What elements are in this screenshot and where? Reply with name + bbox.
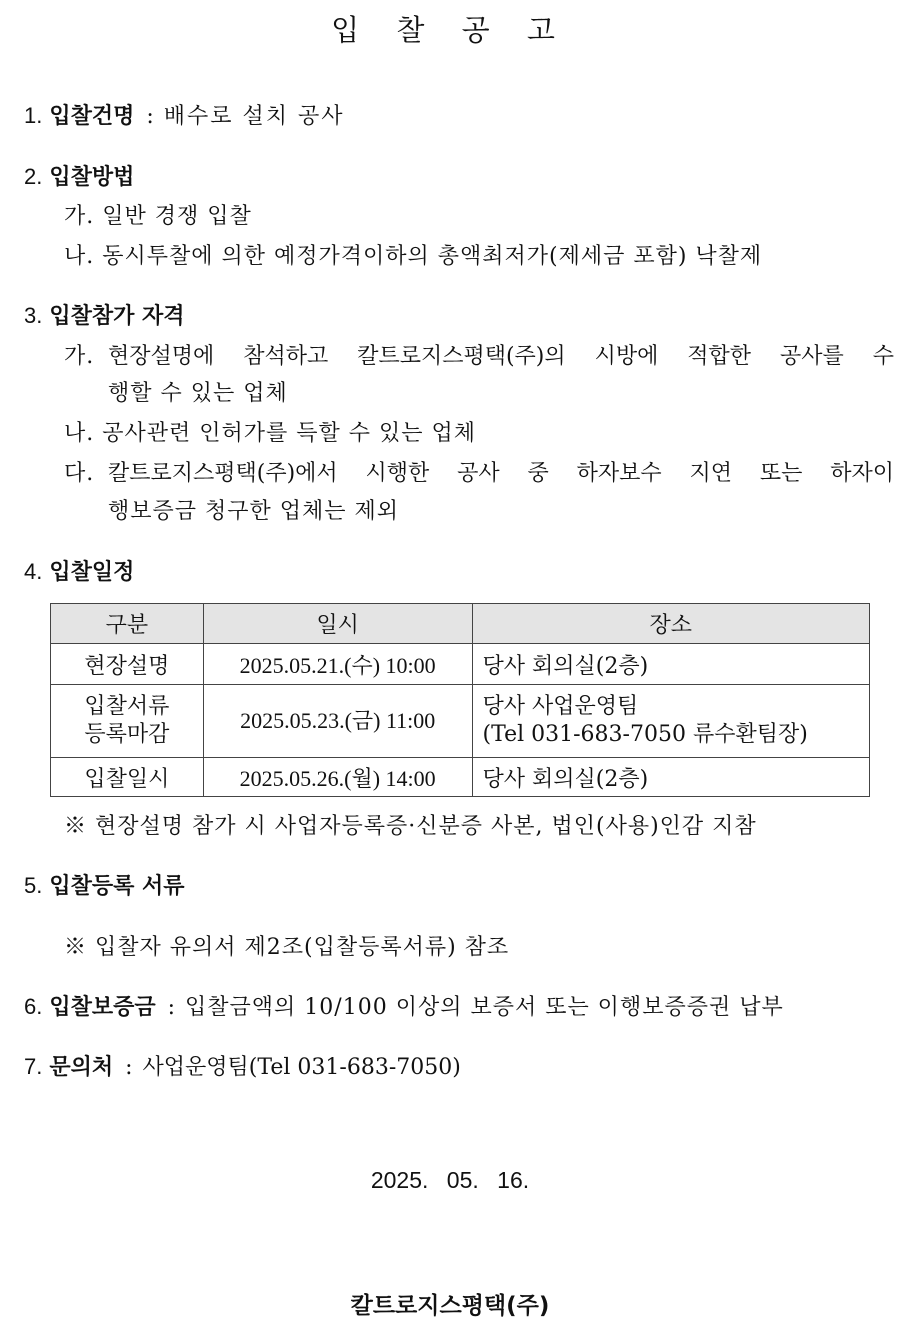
item-text-line1: 칼트로지스평택(주)에서 시행한 공사 중 하자보수 지연 또는 하자이 xyxy=(108,461,894,486)
list-item xyxy=(64,339,94,370)
page-title: 입 찰 공 고 xyxy=(331,13,569,47)
item-marker: 나. xyxy=(64,421,95,446)
cell-category-line2: 등록마감 xyxy=(84,722,170,747)
section-heading: 입찰방법 xyxy=(49,165,135,190)
section-4 xyxy=(24,555,134,586)
section-number: 2. xyxy=(24,164,43,189)
column-header: 장소 xyxy=(472,604,869,644)
section-7 xyxy=(24,1050,461,1081)
section-heading: 입찰일정 xyxy=(49,560,135,585)
item-marker: 나. xyxy=(64,244,95,269)
cell-datetime: 2025.05.23.(금) 11:00 xyxy=(203,685,472,758)
section-number: 6. xyxy=(24,994,43,1019)
colon: : xyxy=(125,1055,133,1080)
item-text: 동시투찰에 의한 예정가격이하의 총액최저가(제세금 포함) 낙찰제 xyxy=(102,244,763,269)
column-header: 구분 xyxy=(51,604,204,644)
section-value: 배수로 설치 공사 xyxy=(163,104,345,129)
cell-category: 입찰일시 xyxy=(51,758,204,797)
section-heading: 입찰보증금 xyxy=(49,995,156,1020)
section-number: 4. xyxy=(24,559,43,584)
section-heading: 입찰건명 xyxy=(49,104,135,129)
section-heading: 입찰참가 자격 xyxy=(49,304,185,329)
item-marker: 가. xyxy=(64,204,95,229)
section-heading: 문의처 xyxy=(49,1055,114,1080)
list-item xyxy=(64,199,252,230)
section-number: 7. xyxy=(24,1054,43,1079)
section-3 xyxy=(24,299,185,330)
table-header-row xyxy=(51,604,870,644)
cell-place: 당사 회의실(2층) xyxy=(472,644,869,685)
section-value: 입찰금액의 10/100 이상의 보증서 또는 이행보증증권 납부 xyxy=(185,995,784,1020)
item-text: 일반 경쟁 입찰 xyxy=(102,204,252,229)
cell-datetime: 2025.05.21.(수) 10:00 xyxy=(203,644,472,685)
colon: : xyxy=(167,995,176,1020)
cell-place-line1: 당사 사업운영팀 xyxy=(482,694,639,719)
section-number: 3. xyxy=(24,303,43,328)
list-item xyxy=(64,456,94,487)
company-name: 칼트로지스평택(주) xyxy=(350,1293,550,1319)
section-value: 사업운영팀(Tel 031-683-7050) xyxy=(142,1055,461,1080)
section-1 xyxy=(24,99,345,130)
item-text-line2: 행보증금 청구한 업체는 제외 xyxy=(108,499,400,524)
notice-date: 2025. 05. 16. xyxy=(370,1167,530,1193)
cell-category-line1: 입찰서류 xyxy=(84,694,170,719)
documents-note: ※ 입찰자 유의서 제2조(입찰등록서류) 참조 xyxy=(64,935,510,960)
table-row xyxy=(51,644,870,685)
cell-place-line2: (Tel 031-683-7050 류수환팀장) xyxy=(482,722,808,747)
column-header: 일시 xyxy=(203,604,472,644)
section-number: 1. xyxy=(24,103,43,128)
table-row xyxy=(51,758,870,797)
section-2 xyxy=(24,160,134,191)
section-heading: 입찰등록 서류 xyxy=(49,874,185,899)
schedule-note: ※ 현장설명 참가 시 사업자등록증·신분증 사본, 법인(사용)인감 지참 xyxy=(64,814,757,839)
cell-place xyxy=(472,685,869,758)
schedule-table xyxy=(50,603,870,797)
item-marker: 다. xyxy=(64,461,95,486)
colon: : xyxy=(146,104,154,129)
section-5 xyxy=(24,869,185,900)
item-text: 공사관련 인허가를 득할 수 있는 업체 xyxy=(102,421,476,446)
table-row xyxy=(51,685,870,758)
cell-category xyxy=(51,685,204,758)
cell-place: 당사 회의실(2층) xyxy=(472,758,869,797)
section-number: 5. xyxy=(24,873,43,898)
section-6 xyxy=(24,990,784,1021)
item-text-line2: 행할 수 있는 업체 xyxy=(108,381,288,406)
list-item xyxy=(64,239,762,270)
list-item xyxy=(64,416,476,447)
item-marker: 가. xyxy=(64,344,95,369)
cell-category: 현장설명 xyxy=(51,644,204,685)
cell-datetime: 2025.05.26.(월) 14:00 xyxy=(203,758,472,797)
item-text-line1: 현장설명에 참석하고 칼트로지스평택(주)의 시방에 적합한 공사를 수 xyxy=(108,344,894,369)
